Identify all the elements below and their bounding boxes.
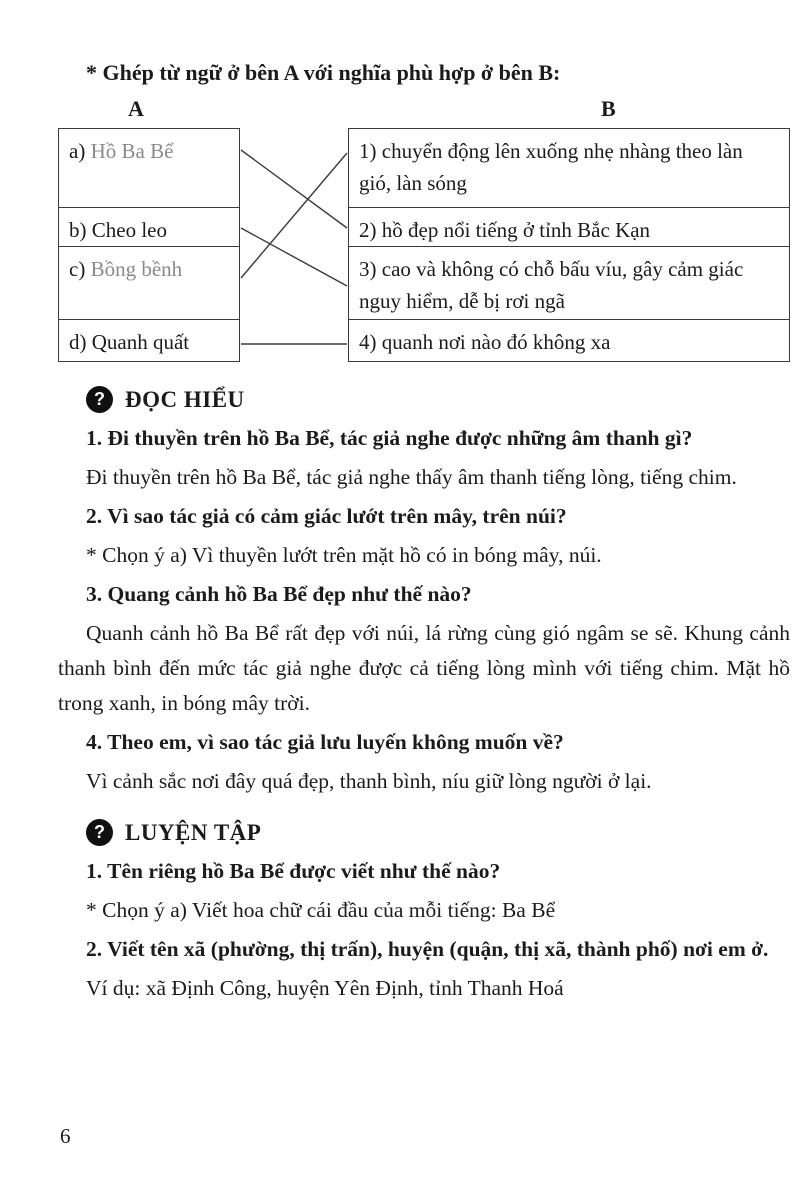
match-item-c: [58, 246, 240, 320]
match-definition-4: [348, 319, 790, 362]
column-a-table: [58, 128, 240, 362]
item-label: 1): [359, 139, 377, 163]
item-term: Bồng bềnh: [90, 257, 183, 281]
match-item-a: [58, 128, 240, 208]
item-label: d): [69, 330, 87, 354]
answer-1: * Chọn ý a) Viết hoa chữ cái đầu của mỗi tiếng: Ba Bể: [86, 898, 556, 922]
question-circle-icon: ?: [86, 386, 113, 413]
answer-4: Vì cảnh sắc nơi đây quá đẹp, thanh bình, níu giữ lòng người ở lại.: [86, 769, 652, 793]
page-number: 6: [60, 1124, 71, 1148]
question-1: 1. Đi thuyền trên hồ Ba Bể, tác giả nghe được những âm thanh gì?: [86, 426, 693, 450]
question-2: 2. Viết tên xã (phường, thị trấn), huyện (quận, thị xã, thành phố) nơi em ở.: [86, 937, 769, 961]
item-label: 2): [359, 218, 377, 242]
section-header-doc-hieu: [86, 386, 790, 413]
item-definition: hồ đẹp nổi tiếng ở tỉnh Bắc Kạn: [381, 218, 651, 242]
item-term: Cheo leo: [91, 218, 167, 242]
item-label: c): [69, 257, 86, 281]
section-title: LUYỆN TẬP: [125, 819, 262, 845]
match-item-d: [58, 319, 240, 362]
matching-exercise-title: * Ghép từ ngữ ở bên A với nghĩa phù hợp ở bên B:: [86, 60, 561, 85]
match-definition-2: [348, 207, 790, 247]
connection-lines: [240, 128, 348, 366]
item-term: Hồ Ba Bể: [90, 139, 174, 163]
item-label: 3): [359, 257, 377, 281]
matching-table: [58, 128, 790, 366]
item-label: a): [69, 139, 86, 163]
section-title: ĐỌC HIỂU: [125, 386, 245, 412]
connector-b-3: [241, 228, 347, 286]
match-definition-3: [348, 246, 790, 320]
column-b-header: B: [601, 96, 616, 121]
question-1: 1. Tên riêng hồ Ba Bể được viết như thế nào?: [86, 859, 501, 883]
match-definition-1: [348, 128, 790, 208]
question-4: 4. Theo em, vì sao tác giả lưu luyến không muốn về?: [86, 730, 564, 754]
answer-3: Quanh cảnh hồ Ba Bể rất đẹp với núi, lá rừng cùng gió ngâm se sẽ. Khung cảnh thanh bình đến mức tác giả nghe được cả tiếng lòng mình với tiếng chim. Mặt hồ trong xanh, in bóng mây trời.: [58, 621, 790, 715]
match-item-b: [58, 207, 240, 247]
question-3: 3. Quang cảnh hồ Ba Bể đẹp như thế nào?: [86, 582, 472, 606]
section-header-luyen-tap: [86, 819, 790, 846]
matching-column-headers: [58, 96, 790, 128]
item-label: b): [69, 218, 87, 242]
column-a-header: A: [128, 96, 144, 121]
question-circle-icon: ?: [86, 819, 113, 846]
question-2: 2. Vì sao tác giả có cảm giác lướt trên mây, trên núi?: [86, 504, 567, 528]
page-content: [58, 58, 790, 1010]
column-b-table: [348, 128, 790, 362]
answer-2: * Chọn ý a) Vì thuyền lướt trên mặt hồ có in bóng mây, núi.: [86, 543, 602, 567]
answer-1: Đi thuyền trên hồ Ba Bể, tác giả nghe thấy âm thanh tiếng lòng, tiếng chim.: [86, 465, 737, 489]
item-label: 4): [359, 330, 377, 354]
item-definition: chuyển động lên xuống nhẹ nhàng theo làn gió, làn sóng: [359, 139, 743, 195]
item-definition: quanh nơi nào đó không xa: [381, 330, 611, 354]
answer-2: Ví dụ: xã Định Công, huyện Yên Định, tỉnh Thanh Hoá: [86, 976, 564, 1000]
item-definition: cao và không có chỗ bấu víu, gây cảm giác nguy hiểm, dễ bị rơi ngã: [359, 257, 744, 313]
item-term: Quanh quất: [91, 330, 190, 354]
